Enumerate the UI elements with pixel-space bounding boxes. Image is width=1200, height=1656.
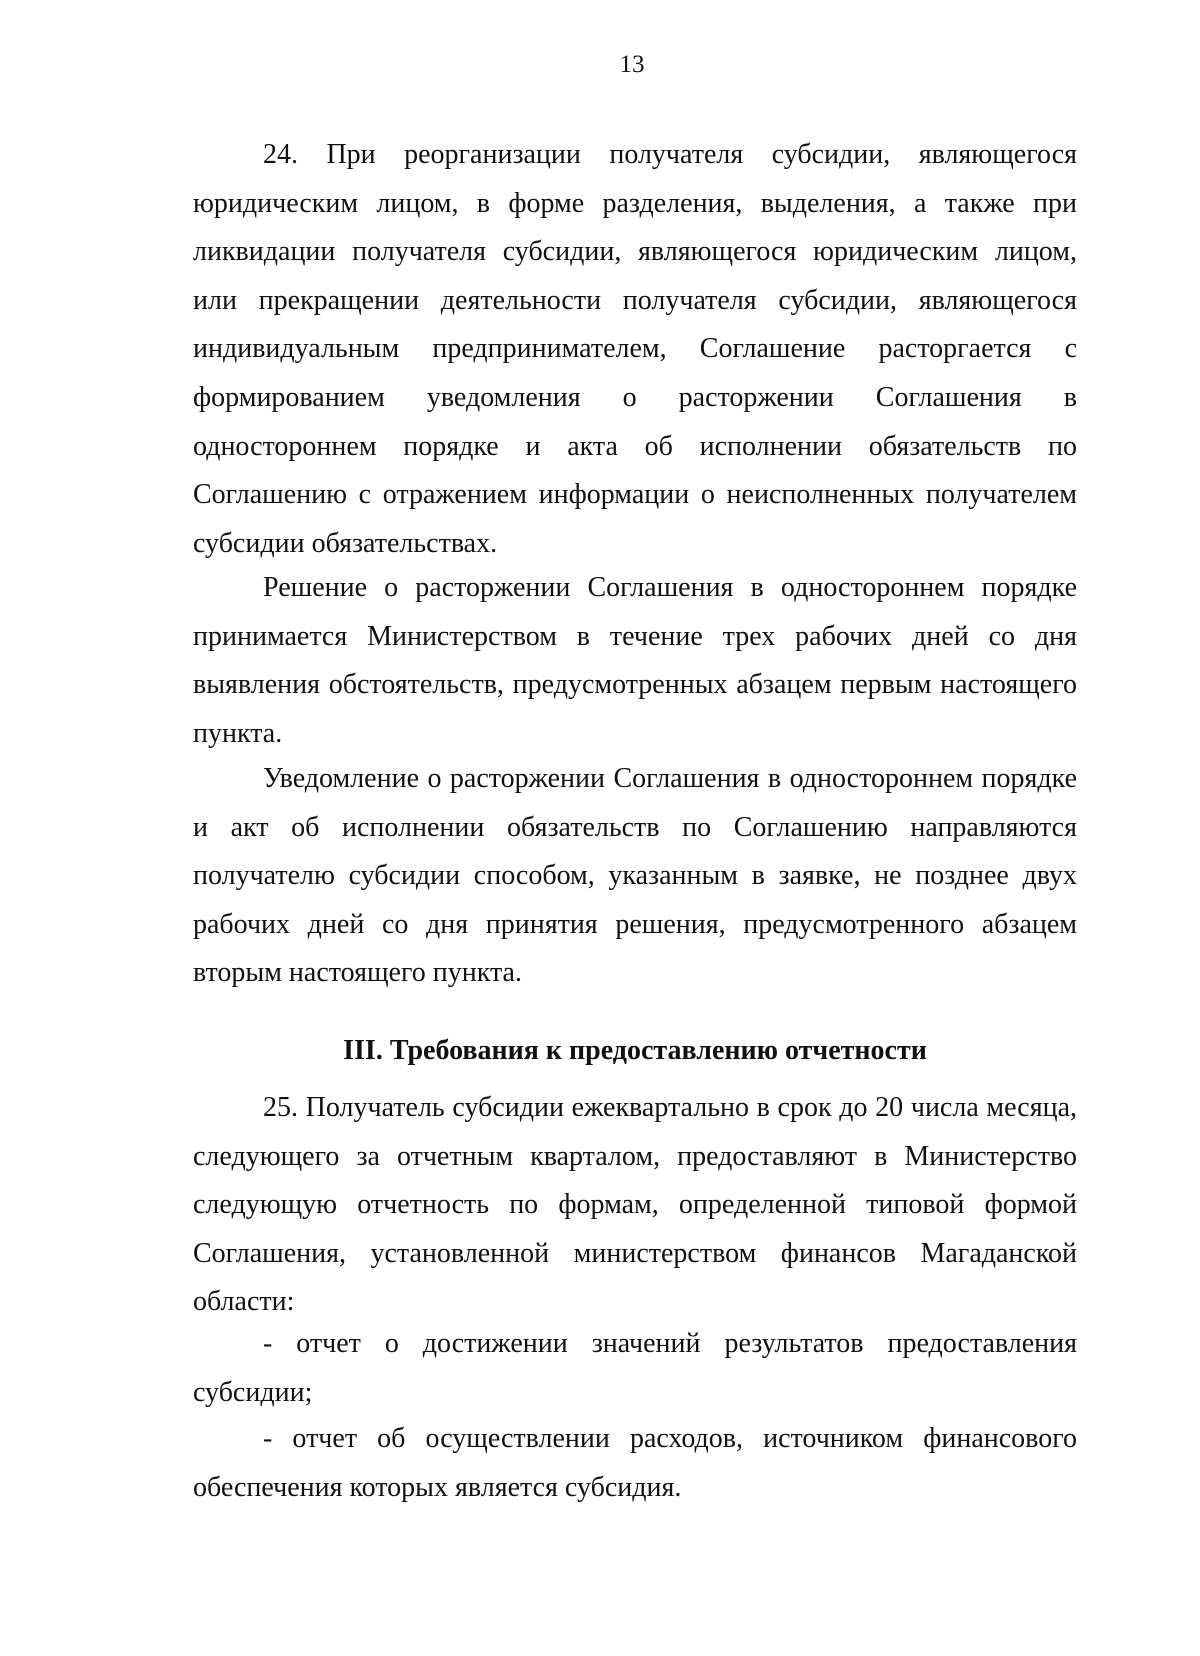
list-item-report-results: - отчет о достижении значений результатов предоставления субсидии; [193, 1328, 1077, 1408]
section-heading: III. Требования к предоставлению отчетности [343, 1035, 927, 1066]
page-number: 13 [619, 51, 645, 78]
paragraph-notice: Уведомление о расторжении Соглашения в одностороннем порядке и акт об исполнении обязательств по Соглашению направляются получателю субсидии способом, указанным в заявке, не позднее двух рабочих дней со дня принятия решения, предусмотренного абзацем вторым настоящего пункта. [193, 763, 1077, 989]
paragraph-24: 24. При реорганизации получателя субсидии, являющегося юридическим лицом, в форме разделения, выделения, а также при ликвидации получателя субсидии, являющегося юридическим лицом, или прекращении деятельности получателя субсидии, являющегося индивидуальным предпринимателем, Соглашение расторгается с формированием уведомления о расторжении Соглашения в одностороннем порядке и акта об исполнении обязательств по Соглашению с отражением информации о неисполненных получателем субсидии обязательствах. [193, 139, 1077, 559]
paragraph-decision: Решение о расторжении Соглашения в одностороннем порядке принимается Министерством в течение трех рабочих дней со дня выявления обстоятельств, предусмотренных абзацем первым настоящего пункта. [193, 572, 1077, 749]
list-item-report-expenses: - отчет об осуществлении расходов, источником финансового обеспечения которых является субсидия. [193, 1423, 1077, 1503]
paragraph-25: 25. Получатель субсидии ежеквартально в срок до 20 числа месяца, следующего за отчетным кварталом, предоставляют в Министерство следующую отчетность по формам, определенной типовой формой Соглашения, установленной министерством финансов Магаданской области: [193, 1092, 1077, 1318]
